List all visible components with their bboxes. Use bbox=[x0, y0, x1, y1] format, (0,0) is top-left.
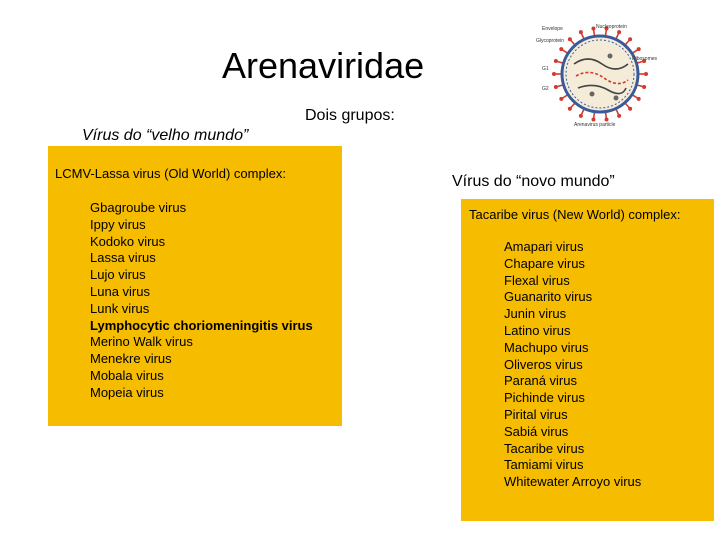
old-virus-item: Gbagroube virus bbox=[90, 200, 187, 215]
slide-title: Arenaviridae bbox=[222, 45, 425, 86]
glycoprotein-spike-head bbox=[554, 85, 558, 89]
new-virus-item: Sabiá virus bbox=[504, 423, 569, 439]
old-virus-item: Mobala virus bbox=[90, 367, 164, 383]
old-virus-item: Merino Walk virus bbox=[90, 334, 193, 350]
glycoprotein-spike-head bbox=[554, 59, 558, 63]
glycoprotein-spike-head bbox=[568, 37, 572, 41]
glycoprotein-spike-head bbox=[552, 72, 556, 76]
old-virus-item: Lymphocytic choriomeningitis virus bbox=[90, 317, 313, 333]
ribosome-dot bbox=[614, 96, 619, 101]
glycoprotein-spike-head bbox=[637, 97, 641, 101]
glycoprotein-spike-head bbox=[642, 85, 646, 89]
virion-caption: Arenavirus particle bbox=[574, 122, 616, 128]
glycoprotein-spike-head bbox=[579, 114, 583, 118]
virion-envelope bbox=[562, 36, 638, 112]
old-world-heading: Vírus do “velho mundo” bbox=[82, 127, 249, 144]
new-world-virus-list bbox=[504, 239, 641, 491]
new-world-heading: Vírus do “novo mundo” bbox=[452, 173, 615, 190]
virion-label: Glycoprotein bbox=[536, 38, 565, 44]
new-virus-item: Tamiami virus bbox=[504, 457, 584, 473]
virion-label: Nucleoprotein bbox=[596, 24, 627, 30]
new-virus-item: Tacaribe virus bbox=[504, 440, 585, 456]
virion-label: G1 bbox=[542, 66, 549, 72]
glycoprotein-spike-head bbox=[628, 107, 632, 111]
new-virus-item: Junin virus bbox=[504, 306, 567, 322]
new-virus-item: Pirital virus bbox=[504, 406, 568, 422]
glycoprotein-spike-head bbox=[559, 97, 563, 101]
new-world-complex-label: Tacaribe virus (New World) complex: bbox=[469, 207, 681, 222]
new-virus-item: Chapare virus bbox=[504, 255, 585, 271]
old-virus-item: Menekre virus bbox=[90, 351, 172, 367]
old-world-complex-label: LCMV-Lassa virus (Old World) complex: bbox=[55, 166, 286, 181]
glycoprotein-spike-head bbox=[591, 26, 595, 30]
glycoprotein-spike-head bbox=[644, 72, 648, 76]
new-virus-item: Guanarito virus bbox=[504, 289, 593, 305]
new-virus-item: Whitewater Arroyo virus bbox=[504, 474, 642, 490]
new-world-panel bbox=[461, 199, 714, 521]
new-virus-item: Amapari virus bbox=[504, 239, 584, 254]
glycoprotein-spike-head bbox=[579, 30, 583, 34]
old-virus-item: Lassa virus bbox=[90, 250, 156, 266]
virion-label: G2 bbox=[542, 86, 549, 92]
new-virus-item: Flexal virus bbox=[504, 272, 570, 288]
glycoprotein-spike-head bbox=[617, 30, 621, 34]
groups-subtitle: Dois grupos: bbox=[305, 107, 395, 124]
glycoprotein-spike-head bbox=[568, 107, 572, 111]
glycoprotein-spike-head bbox=[591, 118, 595, 122]
new-virus-item: Machupo virus bbox=[504, 339, 589, 355]
glycoprotein-spike-head bbox=[559, 47, 563, 51]
new-virus-item: Latino virus bbox=[504, 322, 571, 338]
new-virus-item: Pichinde virus bbox=[504, 390, 585, 406]
new-virus-item: Oliveros virus bbox=[504, 356, 583, 372]
ribosome-dot bbox=[608, 54, 613, 59]
virion-label: Envelope bbox=[542, 26, 563, 32]
old-virus-item: Kodoko virus bbox=[90, 233, 166, 249]
old-virus-item: Mopeia virus bbox=[90, 384, 164, 400]
ribosome-dot bbox=[590, 92, 595, 97]
old-world-panel bbox=[48, 146, 342, 426]
glycoprotein-spike-head bbox=[617, 114, 621, 118]
glycoprotein-spike-head bbox=[605, 118, 609, 122]
old-virus-item: Ippy virus bbox=[90, 216, 146, 232]
arenavirus-particle-diagram bbox=[528, 20, 658, 132]
virion-label: Ribosomes bbox=[632, 56, 658, 62]
old-virus-item: Lunk virus bbox=[90, 300, 150, 316]
old-virus-item: Lujo virus bbox=[90, 267, 146, 283]
glycoprotein-spike-head bbox=[628, 37, 632, 41]
glycoprotein-spike-head bbox=[637, 47, 641, 51]
old-world-virus-list bbox=[90, 200, 313, 402]
new-virus-item: Paraná virus bbox=[504, 373, 577, 389]
old-virus-item: Luna virus bbox=[90, 283, 150, 299]
